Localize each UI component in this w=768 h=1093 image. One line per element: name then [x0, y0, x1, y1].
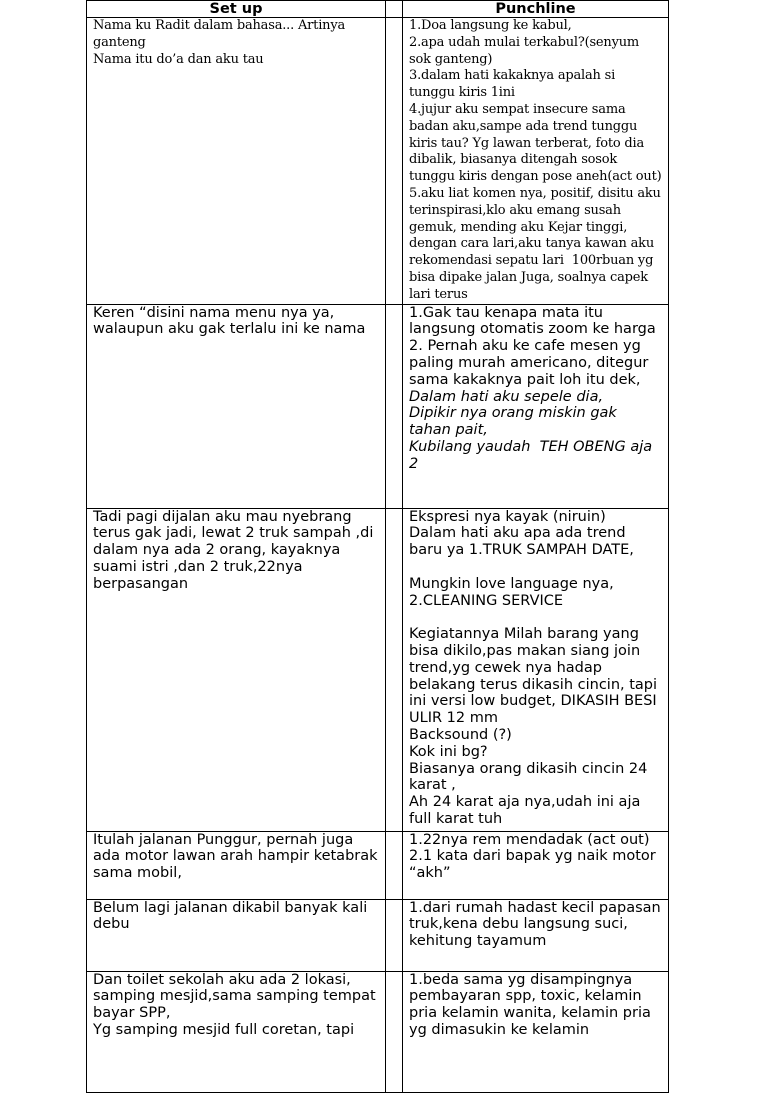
punchline-line: Kegiatannya Milah barang yang bisa dikilo,pas makan siang join trend,yg cewek nya hadap belakang terus dikasih cincin, tapi ini versi low budget, DIKASIH BESI ULIR 12 mm	[409, 626, 662, 727]
spacer-cell	[386, 18, 403, 305]
spacer-column-header	[386, 1, 403, 18]
setup-column-header: Set up	[87, 1, 386, 18]
punchline-line: Dalam hati aku sepele dia,	[409, 388, 604, 405]
punchline-line: Ah 24 karat aja nya,udah ini aja full karat tuh	[409, 794, 645, 827]
spacer-cell	[386, 508, 403, 831]
table-row	[87, 899, 669, 971]
punchline-line: 3.dalam hati kakaknya apalah si tunggu kiris 1ini	[409, 68, 620, 101]
setup-cell	[87, 971, 386, 1092]
table-row	[87, 508, 669, 831]
spacer-cell	[386, 304, 403, 508]
punchline-line: Dipikir nya orang miskin gak tahan pait,	[409, 405, 622, 439]
punchline-line: Kubilang yaudah TEH OBENG aja 2	[409, 438, 657, 472]
punchline-cell	[403, 971, 669, 1092]
setup-cell	[87, 831, 386, 899]
setup-line: Itulah jalanan Punggur, pernah juga ada motor lawan arah hampir ketabrak sama mobil,	[93, 831, 383, 882]
spacer-cell	[386, 831, 403, 899]
punchline-cell	[403, 18, 669, 305]
punchline-line: 2. Pernah aku ke cafe mesen yg paling murah americano, ditegur sama kakaknya pait loh itu dek,	[409, 338, 653, 388]
punchline-line: 1.dari rumah hadast kecil papasan truk,kena debu langsung suci, kehitung tayamum	[409, 899, 666, 950]
punchline-line: Biasanya orang dikasih cincin 24 karat ,	[409, 760, 652, 794]
punchline-line: 5.aku liat komen nya, positif, disitu aku terinspirasi,klo aku emang susah gemuk, mending aku Kejar tinggi, dengan cara lari,aku tanya kawan aku rekomendasi sepatu lari 100rbuan yg bisa dipake jalan Juga, soalnya capek lari terus	[409, 185, 665, 302]
setup-cell	[87, 899, 386, 971]
punchline-line: 1.Doa langsung ke kabul,	[409, 18, 572, 33]
punchline-blank-line	[409, 559, 662, 576]
punchline-cell	[403, 831, 669, 899]
setup-line: Belum lagi jalanan dikabil banyak kali debu	[93, 899, 372, 933]
table-row	[87, 18, 669, 305]
punchline-line: 4.jujur aku sempat insecure sama badan aku,sampe ada trend tunggu kiris tau? Yg lawan terberat, foto dia dibalik, biasanya ditengah sosok tunggu kiris dengan pose aneh(act out)	[409, 101, 662, 185]
punchline-blank-line	[409, 609, 662, 626]
table-header-row	[87, 1, 669, 18]
setup-cell	[87, 508, 386, 831]
setup-line: Keren “disini nama menu nya ya, walaupun aku gak terlalu ini ke nama	[93, 304, 366, 338]
script-sheet	[86, 0, 668, 1093]
punchline-line: 1.22nya rem mendadak (act out)	[409, 831, 650, 848]
punchline-line: 2.1 kata dari bapak yg naik motor “akh”	[409, 848, 661, 882]
punchline-line: Kok ini bg?	[409, 743, 488, 760]
setup-line: Yg samping mesjid full coretan, tapi	[93, 1021, 355, 1038]
punchline-line: 2.apa udah mulai terkabul?(senyum sok ganteng)	[409, 34, 643, 67]
setup-line: Tadi pagi dijalan aku mau nyebrang terus gak jadi, lewat 2 truk sampah ,di dalam nya ada 2 orang, kayaknya suami istri ,dan 2 truk,22nya berpasangan	[93, 508, 378, 592]
table-row	[87, 831, 669, 899]
setup-punchline-table	[86, 0, 669, 1093]
punchline-line: 1.beda sama yg disampingnya pembayaran spp, toxic, kelamin pria kelamin wanita, kelamin pria yg dimasukin ke kelamin	[409, 971, 656, 1038]
punchline-line: Dalam hati aku apa ada trend baru ya 1.TRUK SAMPAH DATE,	[409, 525, 634, 559]
table-row	[87, 971, 669, 1092]
punchline-cell	[403, 899, 669, 971]
setup-line: Nama ku Radit dalam bahasa... Artinya ganteng	[93, 18, 349, 50]
punchline-column-header: Punchline	[403, 1, 669, 18]
punchline-line: Backsound (?)	[409, 726, 512, 743]
setup-cell	[87, 18, 386, 305]
setup-line: Nama itu do’a dan aku tau	[93, 51, 264, 67]
table-row	[87, 304, 669, 508]
spacer-cell	[386, 971, 403, 1092]
setup-line: Dan toilet sekolah aku ada 2 lokasi, samping mesjid,sama samping tempat bayar SPP,	[93, 971, 381, 1022]
punchline-cell	[403, 508, 669, 831]
spacer-cell	[386, 899, 403, 971]
punchline-line: 1.Gak tau kenapa mata itu langsung otomatis zoom ke harga	[409, 304, 656, 338]
punchline-cell	[403, 304, 669, 508]
punchline-line: Mungkin love language nya, 2.CLEANING SERVICE	[409, 575, 619, 609]
punchline-line: Ekspresi nya kayak (niruin)	[409, 508, 606, 525]
setup-cell	[87, 304, 386, 508]
